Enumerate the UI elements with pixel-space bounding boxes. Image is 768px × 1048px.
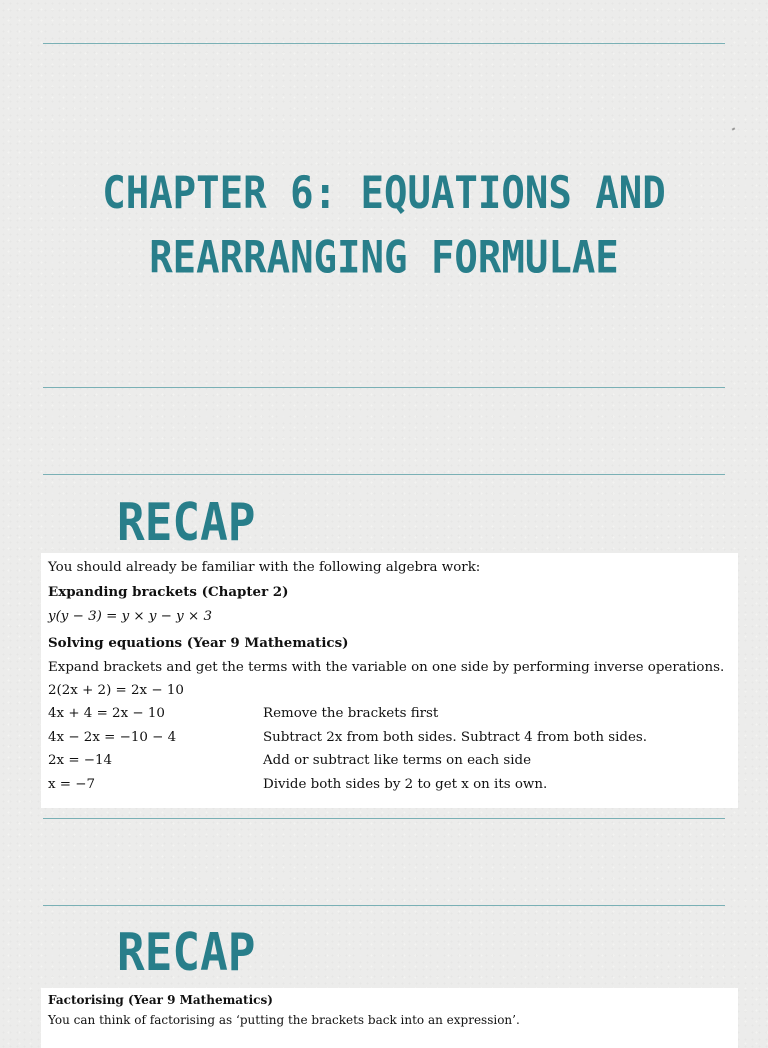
factorising-title: Factorising (Year 9 Mathematics): [48, 993, 273, 1007]
solving-equations-description: Expand brackets and get the terms with the variable on one side by performing inverse operations.: [48, 659, 725, 675]
intro-text: You should already be familiar with the following algebra work:: [48, 560, 481, 575]
step-equation: 4x + 4 = 2x − 10: [48, 706, 165, 722]
slide1-top-rule: [43, 43, 725, 44]
chapter-title-line-1: CHAPTER 6: EQUATIONS AND: [102, 167, 666, 220]
equation-step: [41, 726, 738, 749]
step-note: Remove the brackets first: [263, 706, 439, 722]
chapter-title-line-2: REARRANGING FORMULAE: [149, 232, 619, 284]
slide1-bottom-rule: [43, 387, 725, 388]
recap-heading-1: RECAP: [117, 491, 256, 553]
factorising-text: You can think of factorising as ‘putting the brackets back into an expression’.: [48, 1013, 520, 1027]
recap-content-panel-2: [41, 988, 738, 1048]
chapter-title: [0, 162, 768, 291]
slide2-top-rule: [43, 474, 725, 475]
recap-content-panel-1: [41, 553, 738, 808]
step-equation: 4x − 2x = −10 − 4: [48, 729, 177, 745]
step-note: Divide both sides by 2 to get x on its own.: [263, 776, 548, 792]
recap-heading-2: RECAP: [117, 921, 256, 983]
solving-equations-title: Solving equations (Year 9 Mathematics): [48, 635, 349, 652]
slide2-bottom-rule: [43, 818, 725, 819]
step-note: Subtract 2x from both sides. Subtract 4 from both sides.: [263, 729, 648, 745]
equation-step: [41, 749, 738, 772]
solving-equations-start: 2(2x + 2) = 2x − 10: [48, 683, 184, 699]
step-equation: 2x = −14: [48, 753, 113, 769]
expanding-brackets-example: y(y − 3) = y × y − y × 3: [48, 608, 212, 624]
slide3-top-rule: [43, 905, 725, 906]
equation-step: [41, 773, 738, 796]
paper-speck: [732, 127, 736, 130]
expanding-brackets-title: Expanding brackets (Chapter 2): [48, 584, 289, 601]
equation-step: [41, 702, 738, 725]
step-equation: x = −7: [48, 776, 96, 792]
step-note: Add or subtract like terms on each side: [263, 753, 532, 769]
